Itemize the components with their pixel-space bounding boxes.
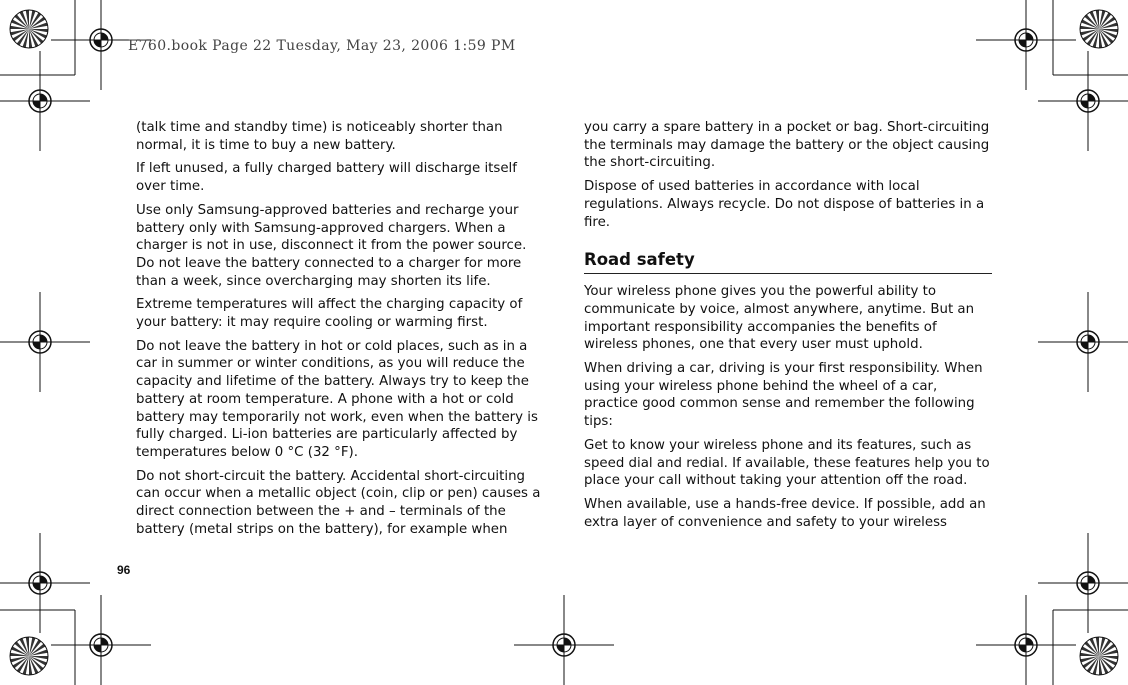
paragraph: Do not leave the battery in hot or cold places, such as in a car in summer or winter conditions, as you will reduce the capacity and lifetime of the battery. Always try to keep the battery at room temperature. A phone with a hot or cold battery may temporarily not work, even when the battery is fully charged. Li-ion batteries are particularly affected by temperatures below 0 °C (32 °F). — [136, 338, 538, 460]
starburst — [10, 10, 48, 48]
page-number: 96 — [117, 563, 131, 577]
registration-mark — [976, 595, 1076, 685]
paragraph: Extreme temperatures will affect the charging capacity of your battery: it may require cooling or warming first. — [136, 297, 523, 331]
paragraph: If left unused, a fully charged battery will discharge itself over time. — [136, 161, 517, 195]
registration-mark — [514, 595, 614, 685]
registration-mark — [1038, 51, 1128, 151]
paragraph: (talk time and standby time) is noticeably shorter than normal, it is time to buy a new battery. — [136, 120, 503, 153]
registration-mark — [51, 595, 151, 685]
paragraph: When available, use a hands-free device. If possible, add an extra layer of convenience and safety to your wireless — [584, 496, 986, 530]
registration-mark — [1038, 533, 1128, 633]
registration-mark — [0, 292, 90, 392]
running-head: E760.book Page 22 Tuesday, May 23, 2006 1:59 PM — [128, 38, 516, 54]
paragraph: Use only Samsung-approved batteries and recharge your battery only with Samsung-approved chargers. When a charger is not in use, disconnect it from the power source. Do not leave the battery connected to a charger for more than a week, since overcharging may shorten its life. — [136, 202, 527, 289]
paragraph: Your wireless phone gives you the powerful ability to communicate by voice, almost anywhere, anytime. But an important responsibility accompanies the benefits of wireless phones, one that every user must uphold. — [584, 284, 975, 353]
registration-mark — [0, 51, 90, 151]
starburst — [1080, 637, 1118, 675]
starburst — [1080, 10, 1118, 48]
registration-mark — [976, 0, 1076, 90]
paragraph: When driving a car, driving is your first responsibility. When using your wireless phone behind the wheel of a car, practice good common sense and remember the following tips: — [584, 361, 983, 430]
right-column — [584, 119, 992, 537]
section-title: Road safety — [584, 250, 992, 274]
paragraph: Get to know your wireless phone and its features, such as speed dial and redial. If available, these features help you to place your call without taking your attention off the road. — [584, 437, 990, 489]
paragraph: you carry a spare battery in a pocket or bag. Short-circuiting the terminals may damage the battery or the object causing the short-circuiting. — [584, 120, 990, 171]
paragraph: Dispose of used batteries in accordance with local regulations. Always recycle. Do not dispose of batteries in a fire. — [584, 179, 985, 230]
left-column — [136, 119, 544, 544]
registration-mark — [0, 533, 90, 633]
paragraph: Do not short-circuit the battery. Accidental short-circuiting can occur when a metallic object (coin, clip or pen) causes a direct connection between the + and – terminals of the battery (metal strips on the battery), for example when — [136, 468, 541, 537]
registration-mark — [1038, 292, 1128, 392]
starburst — [10, 637, 48, 675]
